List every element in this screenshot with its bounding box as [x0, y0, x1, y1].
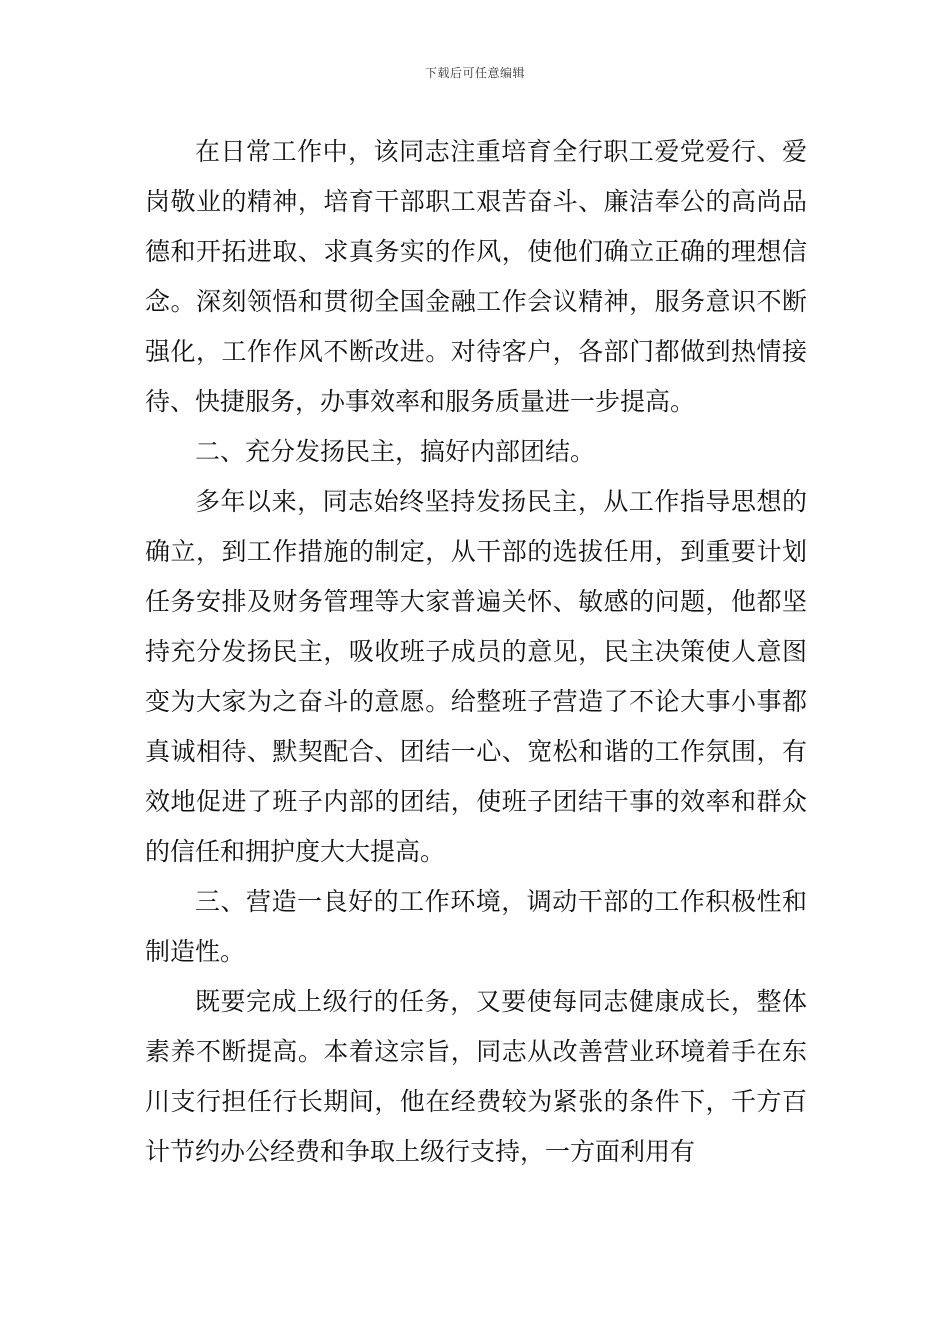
paragraph-environment: 既要完成上级行的任务，又要使每同志健康成长，整体素养不断提高。本着这宗旨，同志从改善营业环境着手在东川支行担任行长期间，他在经费较为紧张的条件下，千方百计节约办公经费和争取上级行支持，一方面利用有 [145, 987, 807, 1166]
paragraph-democracy: 多年以来，同志始终坚持发扬民主，从工作指导思想的确立，到工作措施的制定，从干部的选拔任用，到重要计划任务安排及财务管理等大家普遍关怀、敏感的问题，他都坚持充分发扬民主，吸收班子成员的意见，民主决策使人意图变为大家为之奋斗的意愿。给整班子营造了不论大事小事都真诚相待、默契配合、团结一心、宽松和谐的工作氛围，有效地促进了班子内部的团结，使班子团结干事的效率和群众的信任和拥护度大大提高。 [145, 487, 807, 866]
document-body [145, 127, 807, 1177]
page-header-note: 下载后可任意编辑 [424, 66, 525, 80]
section-heading-democracy: 二、充分发扬民主，搞好内部团结。 [195, 437, 596, 466]
paragraph-daily-work: 在日常工作中，该同志注重培育全行职工爱党爱行、爱岗敬业的精神，培育干部职工艰苦奋斗、廉洁奉公的高尚品德和开拓进取、求真务实的作风，使他们确立正确的理想信念。深刻领悟和贯彻全国金融工作会议精神，服务意识不断强化，工作作风不断改进。对待客户，各部门都做到热情接待、快捷服务，办事效率和服务质量进一步提高。 [145, 137, 807, 416]
section-heading-environment: 三、营造一良好的工作环境，调动干部的工作积极性和制造性。 [145, 887, 807, 966]
